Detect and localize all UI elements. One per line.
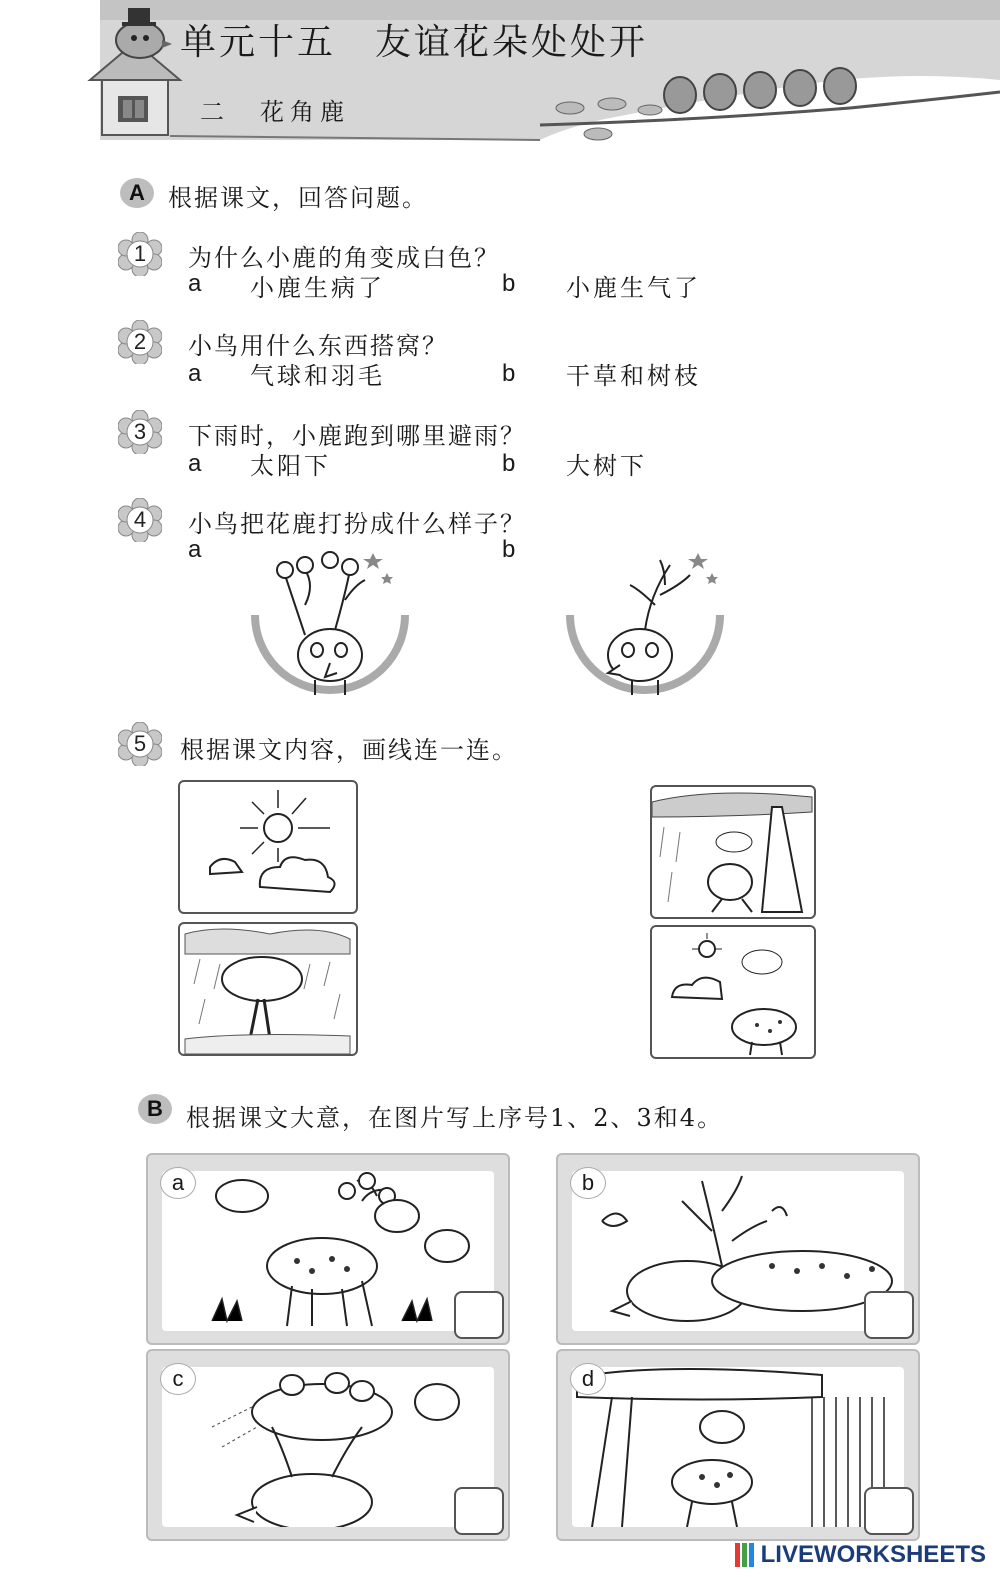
section-a-instruction: 根据课文，回答问题。 <box>168 184 428 212</box>
picture-c-label: c <box>160 1363 196 1395</box>
question-5-text: 根据课文内容，画线连一连。 <box>180 736 518 764</box>
picture-a-label: a <box>160 1167 196 1199</box>
q1-option-a[interactable]: 小鹿生病了 <box>250 274 385 302</box>
section-b-instruction: 根据课文大意，在图片写上序号1、2、3和4。 <box>186 1104 724 1132</box>
q2-option-b-letter: b <box>502 360 516 387</box>
picture-d-answer-box[interactable] <box>864 1487 914 1535</box>
deer-plain-image[interactable] <box>560 545 730 695</box>
match-left-rain-tree[interactable] <box>178 922 358 1056</box>
question-number-1: 1 <box>118 232 162 276</box>
question-number-5: 5 <box>118 722 162 766</box>
question-number-2: 2 <box>118 320 162 364</box>
question-3-text: 下雨时，小鹿跑到哪里避雨？ <box>188 422 526 450</box>
question-1-text: 为什么小鹿的角变成白色？ <box>188 244 500 272</box>
sequence-picture-a <box>146 1153 510 1345</box>
question-number-4: 4 <box>118 498 162 542</box>
q4-option-a-letter: a <box>188 536 202 563</box>
picture-b-label: b <box>570 1167 606 1199</box>
q4-option-b-letter: b <box>502 536 516 563</box>
liveworksheets-logo <box>735 1541 986 1569</box>
q1-option-b-letter: b <box>502 270 516 297</box>
picture-b-answer-box[interactable] <box>864 1291 914 1339</box>
lesson-subtitle: 二 花角鹿 <box>200 98 350 126</box>
section-a-badge: A <box>120 178 154 208</box>
sequence-picture-d <box>556 1349 920 1541</box>
sequence-picture-c <box>146 1349 510 1541</box>
match-right-deer-under-tree[interactable] <box>650 785 816 919</box>
q3-option-b[interactable]: 大树下 <box>566 452 647 480</box>
q3-option-a[interactable]: 太阳下 <box>250 452 331 480</box>
q1-option-b[interactable]: 小鹿生气了 <box>566 274 701 302</box>
picture-a-answer-box[interactable] <box>454 1291 504 1339</box>
q1-option-a-letter: a <box>188 270 202 297</box>
match-left-sunny[interactable] <box>178 780 358 914</box>
question-4-text: 小鸟把花鹿打扮成什么样子？ <box>188 510 526 538</box>
match-right-deer-sunny[interactable] <box>650 925 816 1059</box>
section-b-badge: B <box>138 1094 172 1124</box>
q2-option-a[interactable]: 气球和羽毛 <box>250 362 385 390</box>
liveworksheets-logo-icon <box>735 1543 755 1567</box>
q2-option-a-letter: a <box>188 360 202 387</box>
question-number-3: 3 <box>118 410 162 454</box>
page-header <box>0 0 1000 160</box>
liveworksheets-brand: LIVEWORKSHEETS <box>760 1541 986 1568</box>
q2-option-b[interactable]: 干草和树枝 <box>566 362 701 390</box>
q3-option-b-letter: b <box>502 450 516 477</box>
sequence-picture-b <box>556 1153 920 1345</box>
question-2-text: 小鸟用什么东西搭窝？ <box>188 332 448 360</box>
q3-option-a-letter: a <box>188 450 202 477</box>
picture-c-answer-box[interactable] <box>454 1487 504 1535</box>
page-title: 单元十五 友谊花朵处处开 <box>180 22 649 63</box>
picture-d-label: d <box>570 1363 606 1395</box>
deer-with-flowers-image[interactable] <box>245 545 415 695</box>
